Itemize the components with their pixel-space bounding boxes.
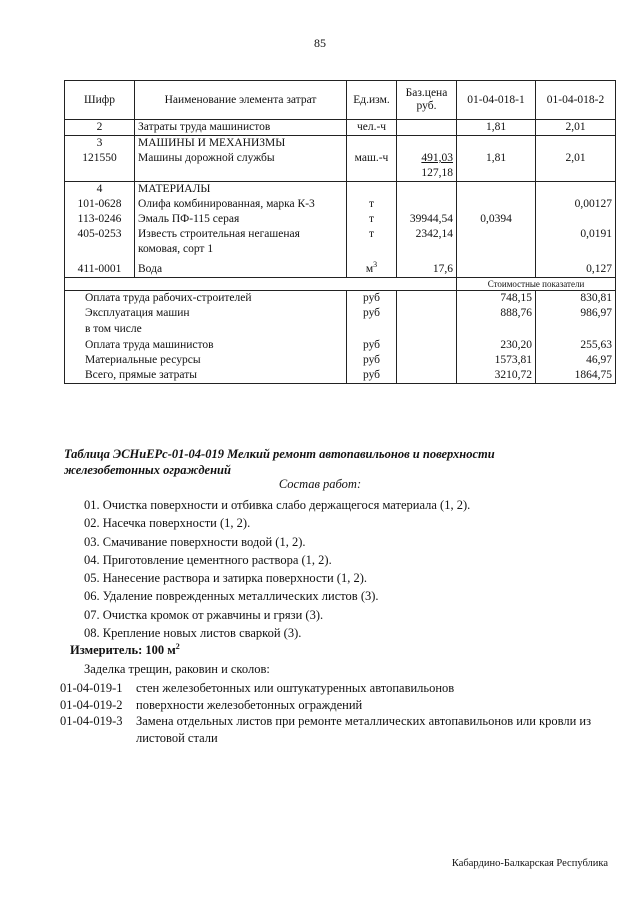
row-unit: т bbox=[347, 212, 397, 227]
row-value-1: 1,81 bbox=[457, 151, 536, 182]
operation-item: 06. Удаление поврежденных металлических листов (3). bbox=[84, 589, 379, 604]
table-row bbox=[65, 120, 616, 136]
row-price: 2342,14 bbox=[397, 227, 457, 257]
operation-item: 02. Насечка поверхности (1, 2). bbox=[84, 516, 251, 531]
operation-item: 05. Нанесение раствора и затирка поверхности (1, 2). bbox=[84, 571, 368, 586]
operation-item: 03. Смачивание поверхности водой (1, 2). bbox=[84, 534, 306, 549]
sostav-label: Состав работ: bbox=[278, 477, 362, 491]
row-name: МАШИНЫ И МЕХАНИЗМЫ bbox=[135, 136, 347, 152]
row-code: 405-0253 bbox=[65, 227, 135, 257]
row-price: 39944,54 bbox=[397, 212, 457, 227]
norm-items bbox=[60, 680, 600, 746]
row-name: Вода bbox=[135, 257, 347, 277]
page-number: 85 bbox=[314, 36, 326, 50]
row-name: Эмаль ПФ-115 серая bbox=[135, 212, 347, 227]
col-header: Наименование элемента затрат bbox=[135, 81, 347, 120]
cost-header-row bbox=[65, 277, 616, 290]
table-row bbox=[65, 182, 616, 198]
col-header: 01-04-018-1 bbox=[457, 81, 536, 120]
operation-item: 04. Приготовление цементного раствора (1, 2). bbox=[84, 552, 332, 567]
row-value-2: 0,127 bbox=[536, 257, 616, 277]
row-unit: т bbox=[347, 227, 397, 257]
row-code: 121550 bbox=[65, 151, 135, 182]
col-header: Ед.изм. bbox=[347, 81, 397, 120]
norm-item: 01-04-019-1 стен железобетонных или оштукатуренных автопавильонов bbox=[60, 681, 455, 695]
table-title: Таблица ЭСНиЕРс-01-04-019 Мелкий ремонт автопавильонов и поверхности железобетонных ограждений bbox=[64, 447, 495, 477]
col-header: Шифр bbox=[65, 81, 135, 120]
row-price: 491,03 127,18 bbox=[397, 151, 457, 182]
row-name: Известь строительная негашеная комовая, сорт 1 bbox=[135, 227, 347, 257]
cost-header: Стоимостные показатели bbox=[457, 277, 616, 290]
operation-item: 01. Очистка поверхности и отбивка слабо держащегося материала (1, 2). bbox=[84, 498, 471, 512]
summary-row: в том числе bbox=[65, 321, 616, 338]
col-header: 01-04-018-2 bbox=[536, 81, 616, 120]
row-value-2: 2,01 bbox=[536, 151, 616, 182]
table-row bbox=[65, 212, 616, 227]
row-unit: маш.-ч bbox=[347, 151, 397, 182]
row-name: Машины дорожной службы bbox=[135, 151, 347, 182]
table-row bbox=[65, 227, 616, 257]
row-value-1: 1,81 bbox=[457, 120, 536, 136]
operation-item: 08. Крепление новых листов сваркой (3). bbox=[84, 626, 302, 641]
row-name: Олифа комбинированная, марка К-3 bbox=[135, 197, 347, 212]
summary-row: Всего, прямые затраты руб 3210,72 1864,75 bbox=[65, 368, 616, 384]
zadelka-label: Заделка трещин, раковин и сколов: bbox=[84, 662, 270, 676]
row-unit: $м^3$ bbox=[347, 257, 397, 277]
norm-item: 01-04-019-3 Замена отдельных листов при ремонте металлических автопавильонов или кровли из листовой стали bbox=[60, 714, 592, 745]
row-code: 4 bbox=[65, 182, 135, 198]
table-row bbox=[65, 151, 616, 182]
footer-region: Кабардино-Балкарская Республика bbox=[451, 858, 608, 869]
row-code: 113-0246 bbox=[65, 212, 135, 227]
row-code: 411-0001 bbox=[65, 257, 135, 277]
table-header-row bbox=[65, 81, 616, 120]
summary-row: Материальные ресурсы руб 1573,81 46,97 bbox=[65, 353, 616, 368]
meter-label: Измеритель: 100 $м^2$ bbox=[70, 642, 180, 658]
row-price: 17,6 bbox=[397, 257, 457, 277]
operations-list bbox=[84, 496, 470, 642]
norm-item: 01-04-019-2 поверхности железобетонных ограждений bbox=[60, 697, 363, 712]
table-row bbox=[65, 136, 616, 152]
row-value-2: 2,01 bbox=[536, 120, 616, 136]
row-name: МАТЕРИАЛЫ bbox=[135, 182, 347, 198]
table-row bbox=[65, 197, 616, 212]
row-name: Затраты труда машинистов bbox=[135, 120, 347, 136]
resource-table bbox=[64, 80, 616, 384]
row-unit: т bbox=[347, 197, 397, 212]
col-header: Баз.цена руб. bbox=[397, 81, 457, 120]
table-row bbox=[65, 257, 616, 277]
row-unit: чел.-ч bbox=[347, 120, 397, 136]
row-value-1: 0,0394 bbox=[457, 212, 536, 227]
row-value-2: 0,0191 bbox=[536, 227, 616, 257]
row-code: 101-0628 bbox=[65, 197, 135, 212]
summary-row: Оплата труда машинистов руб 230,20 255,63 bbox=[65, 338, 616, 353]
row-code: 2 bbox=[65, 120, 135, 136]
summary-row: Оплата труда рабочих-строителей руб 748,15 830,81 bbox=[65, 290, 616, 306]
summary-row: Эксплуатация машин руб 888,76 986,97 bbox=[65, 306, 616, 321]
row-value-2: 0,00127 bbox=[536, 197, 616, 212]
operation-item: 07. Очистка кромок от ржавчины и грязи (3). bbox=[84, 607, 324, 622]
row-price bbox=[397, 120, 457, 136]
row-code: 3 bbox=[65, 136, 135, 152]
